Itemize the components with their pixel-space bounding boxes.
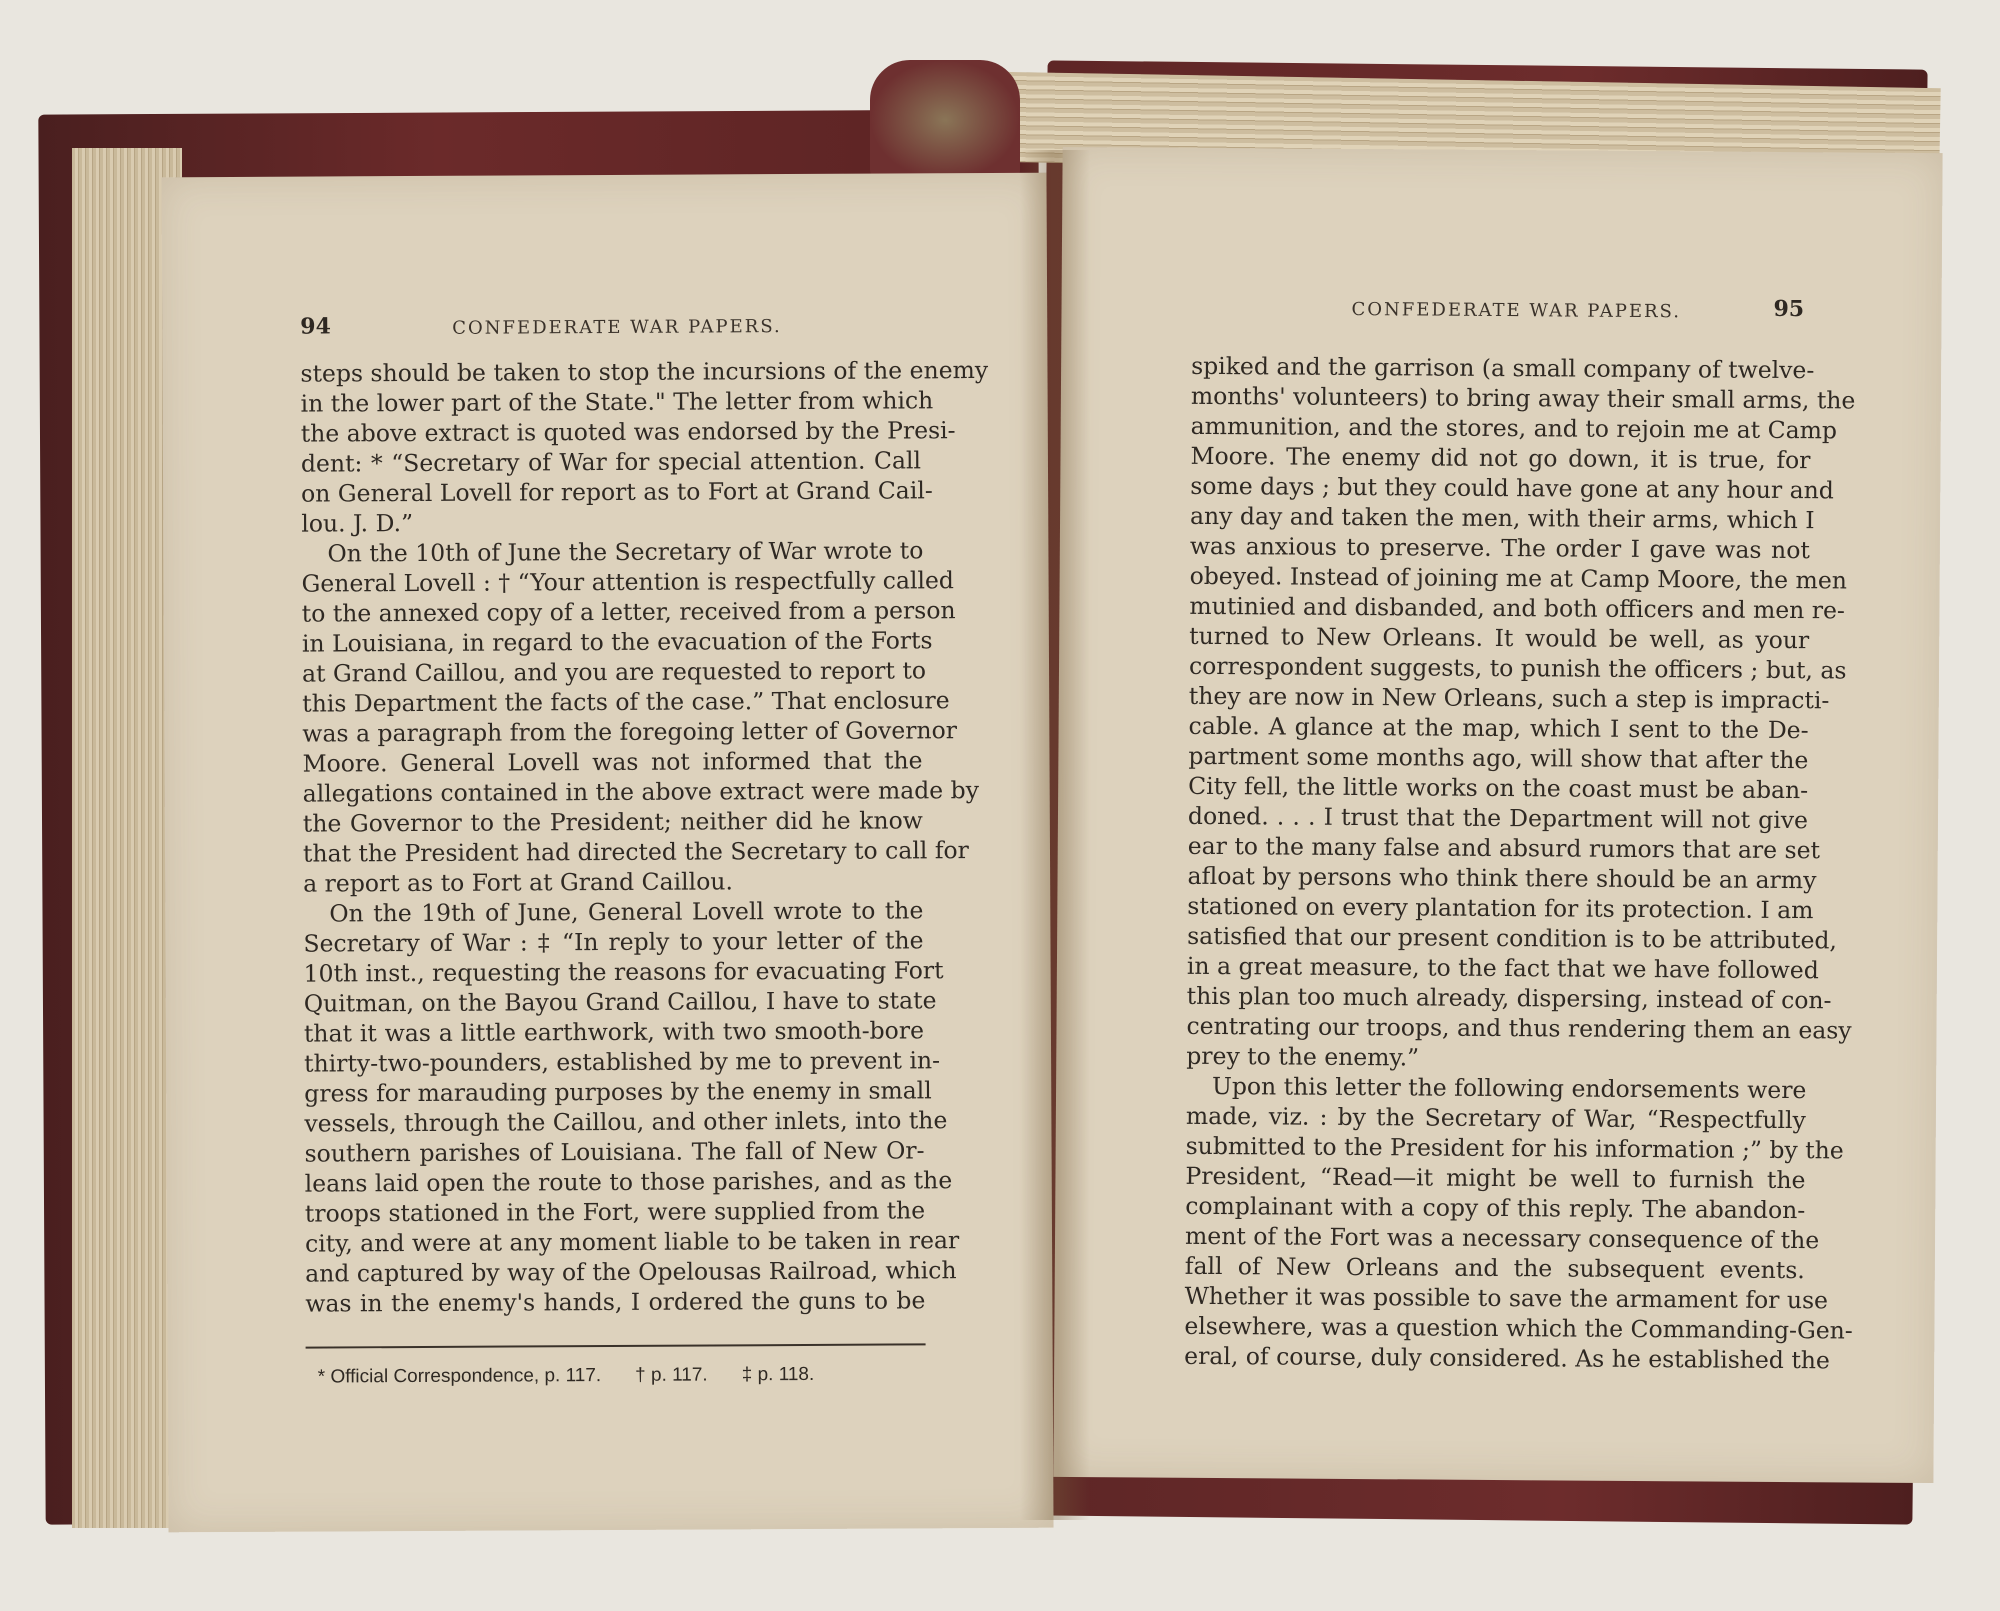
book-spine — [870, 60, 1020, 180]
text-line: and captured by way of the Opelousas Railroad, which — [305, 1256, 957, 1288]
text-line: Quitman, on the Bayou Grand Caillou, I have to state — [303, 986, 937, 1018]
text-line: the Governor to the President; neither did he know — [302, 806, 923, 838]
text-line: partment some months ago, will show that after the — [1188, 741, 1809, 775]
text-line: mutinied and disbanded, and both officers and men re- — [1189, 591, 1846, 625]
footnote-item: * Official Correspondence, p. 117. — [317, 1365, 602, 1388]
text-line: 10th inst., requesting the reasons for evacuating Fort — [303, 956, 944, 988]
text-line: ammunition, and the stores, and to rejoin me at Camp — [1190, 411, 1838, 445]
text-line: On the 10th of June the Secretary of War wrote to — [327, 536, 924, 568]
text-line: in the lower part of the State." The letter from which — [300, 386, 934, 418]
body-text — [300, 355, 989, 1318]
text-line: gress for marauding purposes by the enemy in small — [304, 1076, 932, 1108]
right-page — [1053, 147, 1942, 1483]
text-line: this Department the facts of the case.” That enclosure — [302, 686, 950, 718]
text-line: City fell, the little works on the coast must be aban- — [1188, 771, 1809, 805]
text-line: elsewhere, was a question which the Commanding-Gen- — [1184, 1311, 1853, 1345]
text-line: Moore. General Lovell was not informed that the — [302, 746, 923, 778]
text-line: that the President had directed the Secretary to call for — [302, 836, 969, 868]
text-line: made, viz. : by the Secretary of War, “Respectfully — [1185, 1101, 1806, 1135]
text-line: complainant with a copy of this reply. The abandon- — [1185, 1191, 1806, 1225]
text-line: ment of the Fort was a necessary consequence of the — [1184, 1221, 1820, 1255]
text-line: in Louisiana, in regard to the evacuation of the Forts — [301, 626, 933, 658]
text-line: afloat by persons who think there should be an army — [1187, 861, 1817, 895]
text-line: spiked and the garrison (a small company of twelve- — [1191, 351, 1815, 385]
text-line: submitted to the President for his information ;” by the — [1185, 1131, 1844, 1165]
text-line: eral, of course, duly considered. As he established the — [1184, 1341, 1830, 1375]
text-line: prey to the enemy.” — [1186, 1041, 1420, 1072]
text-line: vessels, through the Caillou, and other inlets, into the — [304, 1106, 948, 1138]
text-line: doned. . . . I trust that the Department will not give — [1187, 801, 1809, 835]
text-line: correspondent suggests, to punish the officers ; but, as — [1188, 651, 1847, 685]
text-line: Whether it was possible to save the armament for use — [1184, 1281, 1829, 1315]
text-line: Secretary of War : ‡ “In reply to your letter of the — [303, 926, 924, 958]
text-line: some days ; but they could have gone at any hour and — [1190, 471, 1834, 505]
text-line: they are now in New Orleans, such a step is impracti- — [1188, 681, 1830, 715]
text-line: On the 19th of June, General Lovell wrote to the — [329, 896, 924, 928]
text-line: any day and taken the men, with their arms, which I — [1189, 501, 1815, 535]
running-head: CONFEDERATE WAR PAPERS. — [1351, 298, 1682, 323]
text-line: southern parishes of Louisiana. The fall of New Or- — [304, 1136, 925, 1168]
text-line: General Lovell : † “Your attention is respectfully called — [301, 566, 954, 598]
text-line: allegations contained in the above extract were made by — [302, 776, 980, 808]
text-line: thirty-two-pounders, established by me to prevent in- — [304, 1046, 941, 1078]
text-line: stationed on every plantation for its protection. I am — [1187, 891, 1814, 925]
text-line: that it was a little earthwork, with two smooth-bore — [303, 1016, 925, 1048]
text-line: Upon this letter the following endorsements were — [1212, 1072, 1807, 1105]
footnote-item: † p. 117. — [635, 1364, 708, 1386]
running-head: CONFEDERATE WAR PAPERS. — [452, 316, 782, 339]
book-gutter — [1020, 150, 1090, 1520]
text-line: on General Lovell for report as to Fort at Grand Cail- — [301, 476, 933, 508]
page-number: 95 — [1773, 295, 1805, 323]
text-line: a report as to Fort at Grand Caillou. — [303, 867, 733, 898]
text-line: obeyed. Instead of joining me at Camp Moore, the men — [1189, 561, 1848, 595]
text-line: at Grand Caillou, and you are requested to report to — [301, 656, 927, 688]
footnote-item: ‡ p. 118. — [741, 1363, 815, 1386]
text-line: leans laid open the route to those parishes, and as the — [304, 1166, 953, 1198]
text-line: fall of New Orleans and the subsequent events. — [1184, 1251, 1805, 1285]
text-line: satisfied that our present condition is to be attributed, — [1187, 921, 1838, 955]
text-line: in a great measure, to the fact that we have followed — [1186, 951, 1819, 985]
text-line: turned to New Orleans. It would be well, as your — [1189, 621, 1810, 655]
text-line: the above extract is quoted was endorsed by the Presi- — [300, 416, 956, 448]
text-line: was anxious to preserve. The order I gave was not — [1189, 531, 1810, 565]
footnote-rule — [306, 1343, 926, 1348]
text-line: was in the enemy's hands, I ordered the guns to be — [305, 1286, 926, 1318]
text-line: cable. A glance at the map, which I sent to the De- — [1188, 711, 1809, 745]
text-line: months' volunteers) to bring away their small arms, the — [1190, 381, 1856, 415]
text-line: ear to the many false and absurd rumors that are set — [1187, 831, 1821, 865]
text-line: troops stationed in the Fort, were supplied from the — [304, 1196, 926, 1228]
text-line: this plan too much already, dispersing, instead of con- — [1186, 981, 1832, 1015]
text-line: was a paragraph from the foregoing letter of Governor — [302, 716, 958, 748]
body-text — [1184, 351, 1856, 1375]
text-line: Moore. The enemy did not go down, it is true, for — [1190, 441, 1811, 475]
footnotes — [318, 1364, 849, 1389]
text-line: President, “Read—it might be well to furnish the — [1185, 1161, 1806, 1195]
text-line: city, and were at any moment liable to be taken in rear — [304, 1226, 960, 1258]
text-line: to the annexed copy of a letter, received from a person — [301, 596, 956, 628]
page-number: 94 — [300, 313, 331, 340]
text-line: lou. J. D.” — [301, 509, 414, 538]
left-page — [161, 173, 1053, 1533]
text-line: centrating our troops, and thus rendering them an easy — [1186, 1011, 1852, 1045]
text-line: dent: * “Secretary of War for special attention. Call — [300, 446, 922, 478]
text-line: steps should be taken to stop the incursions of the enemy — [300, 356, 989, 388]
